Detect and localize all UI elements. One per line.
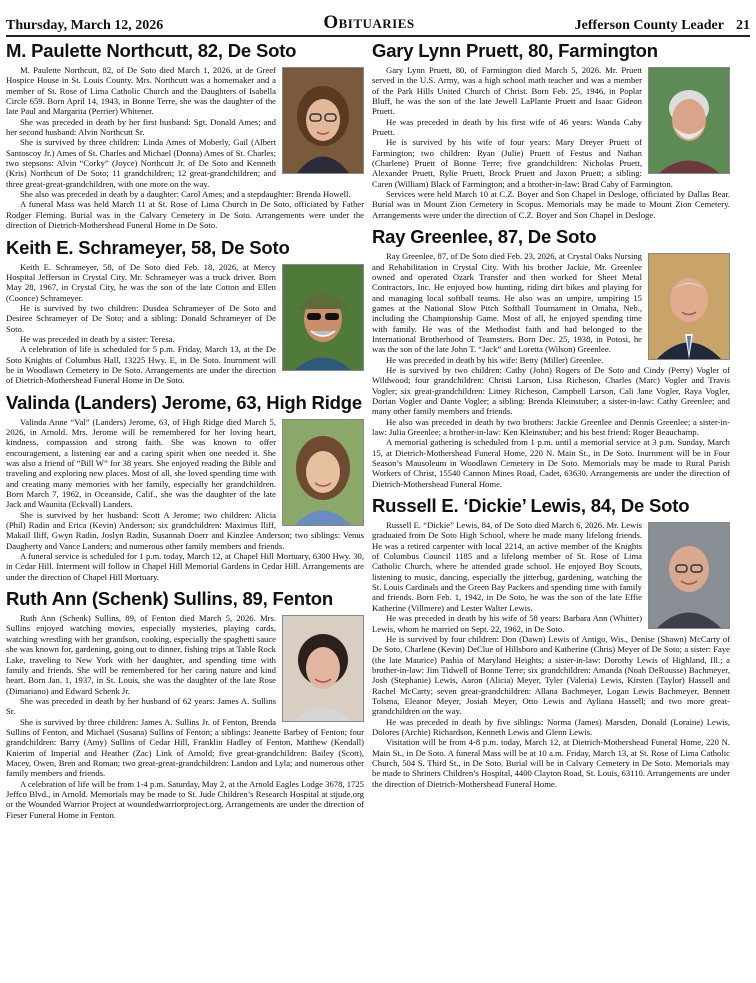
obituary-paragraph: She was preceded in death by her first husband: Sgt. Donald Ames; and her second husband: Alvin Northcutt Sr. bbox=[6, 116, 276, 138]
obituary-paragraph: Ruth Ann (Schenk) Sullins, 89, of Fenton died March 5, 2026. Mrs. Sullins enjoyed watching movies, especially mysteries, playing cards, watching wrestling with her grandson, cooking, especially the spaghetti sauce she was known for, gardening, going out to dinner, fishing trips at Table Rock Lake, traveling to New York with her daughter, and spending time with family and friends. She will be remembered for her caring nature and kind heart. Born Jan. 1, 1937, in St. Louis, she was the daughter of the late Rose (Dimariano) and Edward Schenk Jr. bbox=[6, 613, 276, 696]
obituary-headline: Gary Lynn Pruett, 80, Farmington bbox=[372, 40, 658, 61]
right-column bbox=[372, 40, 730, 795]
publication-name: Jefferson County Leader bbox=[574, 18, 724, 33]
obituary-headline: M. Paulette Northcutt, 82, De Soto bbox=[6, 40, 297, 61]
obituary-paragraph: He was preceded in death by a sister: Teresa. bbox=[20, 333, 175, 344]
obituary-paragraph: A funeral Mass was held March 11 at St. Rose of Lima Church in De Soto, officiated by Father Rodger Fleming. Burial was in the Calvary Cemetery in De Soto. Arrangements were under the direction of Dietrich-Mothershead Funeral Home in De Soto. bbox=[6, 199, 364, 231]
obituary-paragraph: A celebration of life is scheduled for 5 p.m. Friday, March 13, at the De Soto Knights of Columbus Hall, 13225 Hwy. E, in De Soto. Inurnment will be in Woodlawn Cemetery in De Soto. Arrangements are under the direction of Dietrich-Mothershead Funeral Home in De Soto. bbox=[6, 344, 276, 386]
obituary-pruett bbox=[372, 40, 730, 220]
obituary-paragraph: M. Paulette Northcutt, 82, of De Soto died March 1, 2026, at de Greef Hospice House in St. Louis County. Mrs. Northcutt was a homemaker and a member of St. Rose of Lima Catholic Church and the Daughters of Isabella Circle 659. Born April 14, 1943, in Bonne Terre, she was the daughter of the late Paul and Margarita (Perrier) Whitener. bbox=[6, 65, 276, 117]
obituary-paragraph: He is survived by four children: Don (Dawn) Lewis of Antigo, Wis., Denise (Shawn) McCarty of De Soto, Charlene (Kevin) DeClue of Hillsboro and Katherine (Chris) Meyer of De Soto; a sister: Faye (the late Maurice) Pashia of Maryland Heights; a sister-in-law: Dorothy Lewis of Highland, Ill.; a brother-in-law: Jim Tidwell of Bonne Terre; six grandchildren: Amanda (Noah DeRousse) Bachmeyer, Josh (Stephanie) Lewis, Aaron (Alicia) Meyer, Tyler (Valeria) Lewis, Kirsten (Taylor) Hassell and Rachel McCarty; seven great-grandchildren: Allana Bachmeyer, Logan Lewis Bachmeyer, Bennett Tolsma, Eleanor Meyer, Josiah Meyer, Otto Lewis and Ayliana Hassell; and two more great-grandchildren on the way. bbox=[372, 633, 730, 717]
portrait-man-white-beard-icon bbox=[648, 67, 730, 174]
obituary-headline: Ruth Ann (Schenk) Sullins, 89, Fenton bbox=[6, 588, 333, 610]
obituary-paragraph: He is survived by his wife of four years: Mary Dreyer Pruett of Farmington; two children: Ryan (Julie) Pruett of Festus and Nathan (Charlene) Pruett of Bonne Terre; five grandchildren: Nicholas Pruett, Alexander Pruett, Rylie Pruett, Brock Pruett and Jaxon Pruett; a sibling: Caren (William) Black of Farmington; and a brother-in-law: Brad Caby of Farmington. bbox=[372, 137, 673, 189]
portrait-woman-outdoors-icon bbox=[282, 419, 364, 526]
obituary-paragraph: He also was preceded in death by two brothers: Jackie Greenlee and Dennis Greenlee; a sister-in-law: Julia Greenlee; a brother-in-law: Ken Kleinstuber; and his best friend: Roger Beauchamp. bbox=[372, 416, 730, 437]
obituary-northcutt bbox=[6, 40, 364, 231]
obituary-paragraph: She is survived by three children: Linda Ames of Moberly, Gail (Albert Santoscoy Jr.) Ames of St. Charles and Michael (Donna) Ames of St. Charles; two stepsons: Alvin “Corky” (Joyce) Northcutt Jr. of De Soto and Kenneth (Kris) Northcutt of De Soto; 11 grandchildren; 12 great-grandchildren; and three great-great-grandchildren, with one more on the way. bbox=[6, 137, 276, 189]
publication-info bbox=[575, 18, 750, 34]
obituary-paragraph: She is survived by her husband: Scott A Jerome; two children: Alicia (Phil) Radin and Erica (Kevin) Anderson; six grandchildren: Maximus Iliff, Makail Iliff, Gwyn Radin, Joslyn Radin, Susannah Doerr and Kinzlee Anderson; two siblings: Venus Daugherty and Vance Landers; and numerous other family members and friends. bbox=[6, 509, 364, 551]
obituary-paragraph: She is survived by three children: James A. Sullins Jr. of Fenton, Brenda Sullins of Fenton, and Michael (Susana) Sullins of Fenton; a siblings: Jeanette Barbey of Fenton; four grandchildren: Barry (Amy) Sullins of Cedar Hill, Franklin Hadley of Fenton, Matthew (Kendall) Knierim of Imperial and Heather (Zac) Link of Arnold; five great-grandchildren: Bailey (Scott), Macey, Owen, Bren and Roman; two great-great-grandchildren: Landon and Lyla; and numerous other family members and friends. bbox=[6, 716, 364, 779]
obituary-headline: Valinda (Landers) Jerome, 63, High Ridge bbox=[6, 391, 362, 413]
portrait-woman-glasses-icon bbox=[282, 67, 364, 174]
obituary-headline: Ray Greenlee, 87, De Soto bbox=[372, 226, 597, 248]
obituary-paragraph: He was preceded in death by his first wife of 46 years: Wanda Caby Pruett. bbox=[372, 116, 642, 138]
obituary-paragraph: He was preceded in death by five siblings: Norma (James) Marsden, Donald (Loraine) Lewis, Dolores (Archie) Richardson, Kenneth Lewis and Glenn Lewis. bbox=[372, 716, 730, 737]
obituary-paragraph: Gary Lynn Pruett, 80, of Farmington died March 5, 2026. Mr. Pruett served in the U.S. Army, was a high school math teacher and was a member of the Park Hills United Church of Christ. Born Feb. 25, 1946, in Poplar Bluff, he was the son of the late Jewell LaPlante Pruett and Isaac Gideon Pruett. bbox=[372, 65, 642, 117]
obituary-paragraph: He is survived by two children: Dusdea Schrameyer of De Soto and Desiree Schrameyer of De Soto; and a sibling: Donald Schrameyer of De Soto. bbox=[6, 302, 276, 334]
obituary-paragraph: He was preceded in death by his wife: Betty (Miller) Greenlee. bbox=[386, 354, 604, 365]
issue-date: Thursday, March 12, 2026 bbox=[6, 18, 164, 33]
masthead-rule bbox=[6, 35, 750, 37]
portrait-elderly-woman-icon bbox=[282, 615, 364, 722]
obituary-paragraph: Visitation will be from 4-8 p.m. today, March 12, at Dietrich-Mothershead Funeral Home, 220 N. Main St., in De Soto. A funeral Mass will be at 10 a.m. Friday, March 13, at St. Rose of Lima Catholic Church, 504 S. Third St., in De Soto. Burial will be in Calvary Cemetery in De Soto. Memorials may be made to Shriners Children’s Hospital, 4400 Clayton Road, St. Louis, 63110. Arrangements are under the direction of Dietrich-Mothershead Funeral Home. bbox=[372, 737, 730, 789]
obituary-schrameyer bbox=[6, 237, 364, 386]
obituary-paragraph: A funeral service is scheduled for 1 p.m. today, March 12, at Chapel Hill Mortuary, 6300 Hwy. 30, in Cedar Hill. Interment will follow in Chapel Hill Memorial Gardens in Cedar Hill. Arrangements are under the direction of Chapel Hill Mortuary. bbox=[6, 551, 364, 582]
obituary-paragraph: She was preceded in death by her husband of 62 years: James A. Sullins Sr. bbox=[6, 695, 276, 717]
page-number: 21 bbox=[735, 18, 750, 33]
section-title: Obituaries bbox=[323, 12, 415, 33]
obituary-paragraph: Keith E. Schrameyer, 58, of De Soto died Feb. 18, 2026, at Mercy Hospital Jefferson in Crystal City. Mr. Schrameyer was a truck driver. Born May 28, 1967, in Crystal City, he was the son of the late Cotton and Ellen (Coonce) Schrameyer. bbox=[6, 261, 276, 303]
obituary-paragraph: A memorial gathering is scheduled from 1 p.m. until a memorial service at 3 p.m. Sunday, March 15, at Dietrich-Mothershead Funeral Home, 220 N. Main St., in De Soto. Inurnment will be in Four Season’s Mausoleum in Woodlawn Cemetery in De Soto. Memorials may be made to Rural Parish Workers of Christ, 15540 Cannon Mines Road, Cadet, 63630. Arrangements are under the direction of Dietrich-Mothershead Funeral Home. bbox=[372, 437, 730, 489]
obituary-sullins bbox=[6, 588, 364, 820]
portrait-man-suit-icon bbox=[648, 253, 730, 360]
portrait-man-cap-sunglasses-icon bbox=[282, 264, 364, 371]
obituary-paragraph: He is survived by two children: Cathy (John) Rogers of De Soto and Cindy (Perry) Vogler of Wildwood; four grandchildren: Christi Larson, Lisa Richeson, Charles (Marc) Vogler and Travis Vogler; six great-grandchildren: Litney Richeson, Campbell Larson, Cali Jane Vogler, Raya Vogler, Dorian Vogler and Dante Vogler; a sibling: Brenda Kleinstuber; a sister-in-law: Cathy Greenlee; and many other family members and friends. bbox=[372, 364, 730, 417]
obituary-paragraph: He was preceded in death by his wife of 58 years: Barbara Ann (Whitter) Lewis, whom he married on Sept. 22, 1962, in De Soto. bbox=[372, 613, 642, 634]
obituary-paragraph: Valinda Anne “Val” (Landers) Jerome, 63, of High Ridge died March 5, 2026, in Arnold. Mrs. Jerome will be remembered for her loving heart, kindness, compassion and strong faith. She was known to offer encouragement, a listening ear and a caring spirit when one needed it. She was also a friend of “Bill W” for 38 years. She enjoyed reading the Bible and traveling and exploring new places. Most of all, she loved spending time with and creating many memories with her family, especially her grandchildren. Born March 7, 1962, in Oceanside, Calif., she was the daughter of the late Jack and Waunita (Eckvall) Landers. bbox=[6, 416, 276, 510]
obituary-headline: Keith E. Schrameyer, 58, De Soto bbox=[6, 236, 290, 258]
obituary-jerome bbox=[6, 392, 364, 583]
masthead bbox=[6, 8, 750, 34]
portrait-man-glasses-icon bbox=[648, 522, 730, 629]
obituary-paragraph: She also was preceded in death by a daughter: Carol Ames; and a stepdaughter: Brenda Howell. bbox=[20, 189, 351, 200]
obituary-lewis bbox=[372, 495, 730, 789]
obituary-paragraph: A celebration of life will be from 1-4 p.m. Saturday, May 2, at the Arnold Eagles Lodge 3678, 1725 Jeffco Blvd., in Arnold. Memorials may be made to St. Jude Children’s Research Hospital at stjude.org or the Wounded Warrior Project at woundedwarriorproject.org. Arrangements are under the direction of Fieser Funeral Home in Fenton. bbox=[6, 778, 364, 820]
obituary-paragraph: Russell E. “Dickie” Lewis, 84, of De Soto died March 6, 2026. Mr. Lewis graduated from De Soto High School, where he made many lifelong friends. He was a retired carpenter with local 2214, an active member of the Knights of Columbus Council 1185 and a lifelong member of St. Rose of Lima Catholic Church, where he attended grade school. He enjoyed Boy Scouts, listening to music, dancing, especially the jitterbug, gardening, watching the St. Louis Cardinals and the Green Bay Packers and spending time with family and friends. Born Feb. 1, 1942, in De Soto, he was the son of the late Effie Katherine (Villmere) and Lester Walter Lewis. bbox=[372, 520, 642, 613]
left-column bbox=[6, 40, 364, 826]
obituary-paragraph: Ray Greenlee, 87, of De Soto died Feb. 23, 2026, at Crystal Oaks Nursing and Rehabilitation in Crystal City. With his brother Jackie, Mr. Greenlee owned and operated Ozark Transfer and then worked for Sheet Metal Contractors, Inc. He enjoyed bow hunting, riding dirt bikes and playing for and managing local softball teams. He also was an umpire, umpiring 15 games at the National Slow Pitch Softball Tournament in Omaha, Neb., including the Championship Game. Most of all, he enjoyed spending time with family. He was of the Methodist faith and had belonged to the International Brotherhood of Teamsters. Born Dec. 25, 1938, in Potosi, he was the son of the late John T. “Jack” and Loretta (Wilson) Greenlee. bbox=[372, 251, 642, 355]
obituary-greenlee bbox=[372, 226, 730, 489]
obituary-headline: Russell E. ‘Dickie’ Lewis, 84, De Soto bbox=[372, 495, 690, 517]
obituary-paragraph: Services were held March 10 at C.Z. Boyer and Son Chapel in Desloge, officiated by Dallas Bear. Burial was in Mount Zion Cemetery in Scopus. Memorials may be made to Mount Zion Cemetery. Arrangements were under the direction of C.Z. Boyer and Son Chapel in Desloge. bbox=[372, 189, 730, 220]
